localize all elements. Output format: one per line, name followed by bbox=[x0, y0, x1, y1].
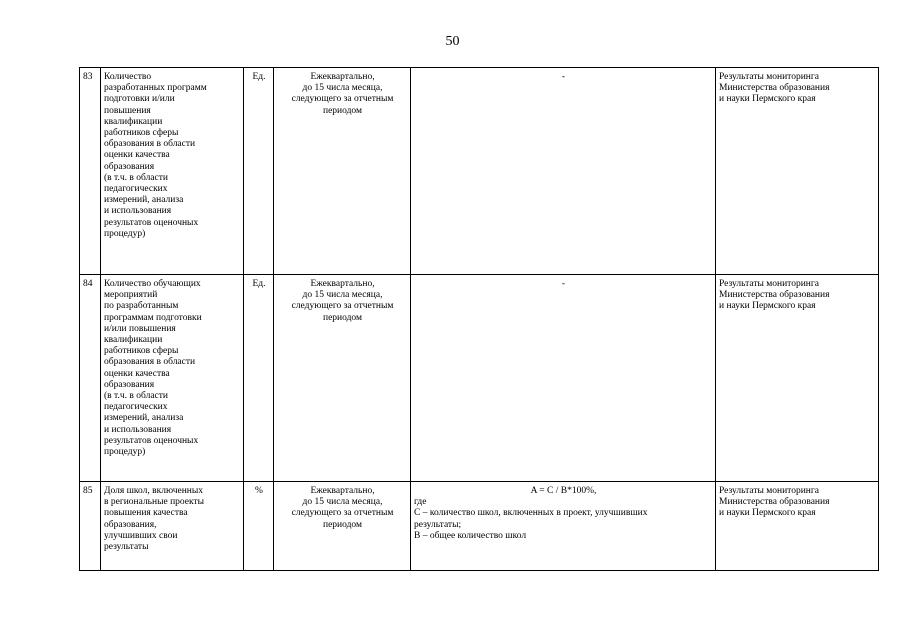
indicator-name bbox=[101, 68, 244, 275]
unit-of-measure: % bbox=[244, 482, 274, 571]
data-source-text: Результаты мониторинга Министерства образования и науки Пермского края bbox=[719, 279, 830, 312]
indicator-name-text: Количество разработанных программ подготовки и/или повышения квалификации работников сферы образования в области оценки качества образования (в т.ч. в области педагогических измерений, анализа и использования результатов оценочных процедур) bbox=[104, 72, 207, 239]
data-source bbox=[716, 275, 879, 482]
calculation-method bbox=[411, 482, 716, 571]
formula-description: где C – количество школ, включенных в проект, улучшивших результаты; B – общее количество школ bbox=[414, 497, 648, 541]
calculation-method: - bbox=[411, 275, 716, 482]
table-row bbox=[80, 68, 879, 275]
data-source bbox=[716, 482, 879, 571]
indicator-name bbox=[101, 482, 244, 571]
data-source bbox=[716, 68, 879, 275]
data-source-text: Результаты мониторинга Министерства образования и науки Пермского края bbox=[719, 72, 830, 105]
table-row bbox=[80, 482, 879, 571]
reporting-period bbox=[274, 275, 411, 482]
table-row bbox=[80, 275, 879, 482]
reporting-period-text: Ежеквартально, до 15 числа месяца, следующего за отчетным периодом bbox=[291, 486, 394, 530]
row-number: 83 bbox=[80, 68, 101, 275]
formula: A = C / B*100%, bbox=[530, 486, 597, 496]
row-number: 85 bbox=[80, 482, 101, 571]
indicator-name-text: Доля школ, включенных в региональные проекты повышения качества образования, улучшивших свои результаты bbox=[104, 486, 205, 553]
indicator-name bbox=[101, 275, 244, 482]
reporting-period bbox=[274, 68, 411, 275]
unit-of-measure: Ед. bbox=[244, 68, 274, 275]
indicators-table bbox=[79, 67, 879, 571]
calculation-method: - bbox=[411, 68, 716, 275]
reporting-period bbox=[274, 482, 411, 571]
unit-of-measure: Ед. bbox=[244, 275, 274, 482]
indicator-name-text: Количество обучающих мероприятий по разработанным программам подготовки и/или повышения квалификации работников сферы образования в области оценки качества образования (в т.ч. в области педагогических измерений, анализа и использования результатов оценочных процедур) bbox=[104, 279, 202, 458]
reporting-period-text: Ежеквартально, до 15 числа месяца, следующего за отчетным периодом bbox=[291, 279, 394, 323]
data-source-text: Результаты мониторинга Министерства образования и науки Пермского края bbox=[719, 486, 830, 519]
row-number: 84 bbox=[80, 275, 101, 482]
page-number: 50 bbox=[445, 34, 460, 49]
reporting-period-text: Ежеквартально, до 15 числа месяца, следующего за отчетным периодом bbox=[291, 72, 394, 116]
